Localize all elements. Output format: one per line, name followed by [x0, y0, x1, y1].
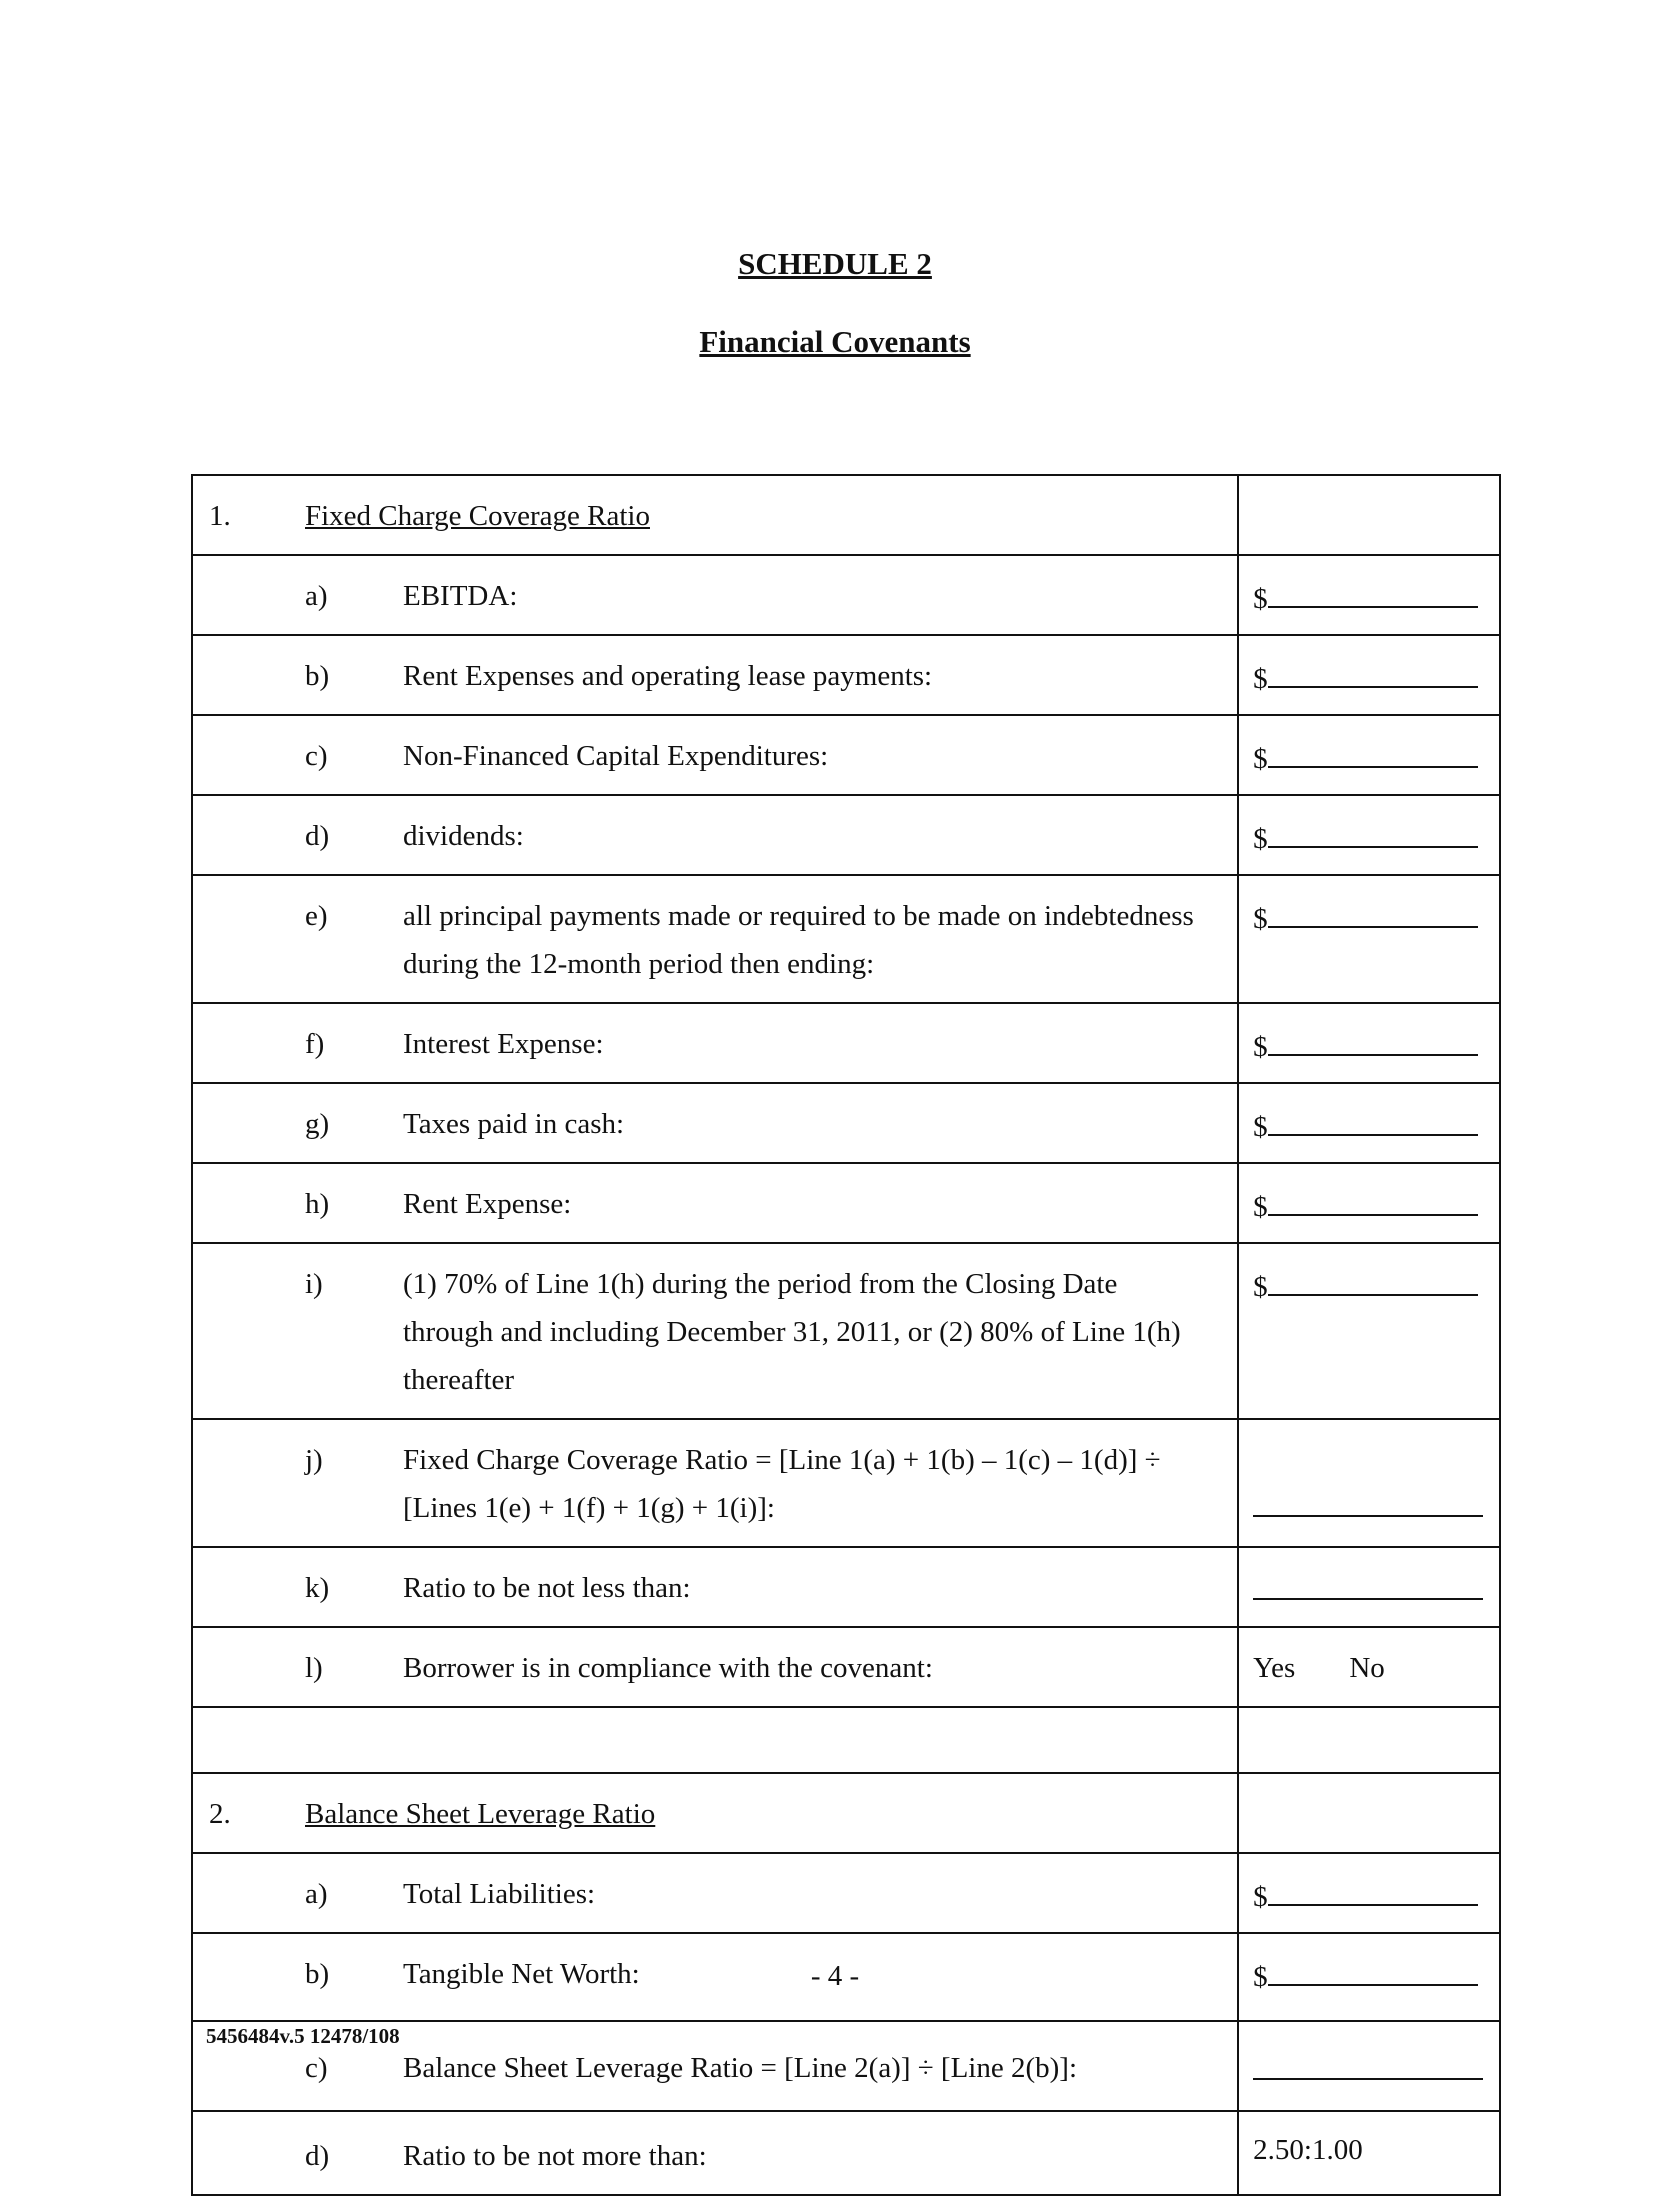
item-label: Borrower is in compliance with the covenant:	[403, 1652, 933, 1684]
item-label: Ratio to be not less than:	[403, 1572, 691, 1604]
section-number: 2.	[209, 1798, 231, 1830]
item-letter: g)	[305, 1108, 330, 1140]
amount-blank[interactable]	[1268, 1260, 1478, 1296]
section-title: Fixed Charge Coverage Ratio	[305, 500, 650, 532]
item-label: Ratio to be not more than:	[403, 2140, 707, 2172]
section-header-row	[192, 475, 1500, 555]
section-number: 1.	[209, 500, 231, 532]
dollar-sign: $	[1253, 583, 1268, 615]
page-number: - 4 -	[810, 1960, 860, 1992]
no-option[interactable]: No	[1349, 1652, 1385, 1684]
dollar-sign: $	[1253, 1961, 1268, 1993]
item-label: Rent Expenses and operating lease payments:	[403, 660, 933, 692]
table-row	[192, 1547, 1500, 1627]
table-row	[192, 1853, 1500, 1933]
item-label: Rent Expense:	[403, 1188, 572, 1220]
item-letter: c)	[305, 740, 328, 772]
section-header-row	[192, 1773, 1500, 1853]
item-letter: k)	[305, 1572, 330, 1604]
amount-blank[interactable]	[1268, 572, 1478, 608]
yes-option[interactable]: Yes	[1253, 1652, 1296, 1684]
amount-blank[interactable]	[1268, 1180, 1478, 1216]
amount-blank[interactable]	[1268, 1020, 1478, 1056]
item-label: Non-Financed Capital Expenditures:	[403, 740, 829, 772]
table-row	[192, 1163, 1500, 1243]
table-row	[192, 2111, 1500, 2195]
item-letter: l)	[305, 1652, 323, 1684]
item-label: Taxes paid in cash:	[403, 1108, 625, 1140]
amount-blank[interactable]	[1268, 1870, 1478, 1906]
table-row	[192, 1003, 1500, 1083]
item-letter: d)	[305, 820, 330, 852]
table-row	[192, 1083, 1500, 1163]
item-letter: c)	[305, 2052, 328, 2084]
item-label: Fixed Charge Coverage Ratio = [Line 1(a) + 1(b) – 1(c) – 1(d)] ÷ [Lines 1(e) + 1(f) + 1(g) + 1(i)]:	[403, 1444, 1161, 1524]
ratio-blank[interactable]	[1253, 1564, 1483, 1600]
table-row	[192, 1627, 1500, 1707]
table-row	[192, 875, 1500, 1003]
table-row	[192, 555, 1500, 635]
item-letter: b)	[305, 1958, 330, 1990]
item-label: Tangible Net Worth:	[403, 1958, 640, 1990]
schedule-title: SCHEDULE 2	[738, 246, 932, 281]
table-row	[192, 1419, 1500, 1547]
item-letter: b)	[305, 660, 330, 692]
item-letter: a)	[305, 1878, 328, 1910]
dollar-sign: $	[1253, 903, 1268, 935]
item-label: Interest Expense:	[403, 1028, 604, 1060]
ratio-blank[interactable]	[1253, 1481, 1483, 1517]
dollar-sign: $	[1253, 1031, 1268, 1063]
amount-blank[interactable]	[1268, 892, 1478, 928]
table-row	[192, 635, 1500, 715]
dollar-sign: $	[1253, 823, 1268, 855]
dollar-sign: $	[1253, 1111, 1268, 1143]
ratio-value: 2.50:1.00	[1253, 2134, 1363, 2166]
table-row	[192, 1243, 1500, 1419]
empty-row	[192, 1707, 1500, 1773]
dollar-sign: $	[1253, 743, 1268, 775]
schedule-subtitle: Financial Covenants	[699, 324, 971, 359]
ratio-blank[interactable]	[1253, 2044, 1483, 2080]
table-row	[192, 795, 1500, 875]
item-label: Balance Sheet Leverage Ratio = [Line 2(a)] ÷ [Line 2(b)]:	[403, 2052, 1077, 2084]
amount-blank[interactable]	[1268, 652, 1478, 688]
item-label: dividends:	[403, 820, 524, 852]
item-letter: e)	[305, 900, 328, 932]
item-letter: j)	[305, 1444, 323, 1476]
dollar-sign: $	[1253, 1881, 1268, 1913]
item-label: (1) 70% of Line 1(h) during the period from the Closing Date through and including December 31, 2011, or (2) 80% of Line 1(h) thereafter	[403, 1268, 1181, 1396]
item-letter: f)	[305, 1028, 325, 1060]
section-title: Balance Sheet Leverage Ratio	[305, 1798, 656, 1830]
amount-blank[interactable]	[1268, 812, 1478, 848]
item-label: all principal payments made or required to be made on indebtedness during the 12-month period then ending:	[403, 900, 1194, 980]
dollar-sign: $	[1253, 1271, 1268, 1303]
amount-blank[interactable]	[1268, 1100, 1478, 1136]
amount-blank[interactable]	[1268, 732, 1478, 768]
dollar-sign: $	[1253, 663, 1268, 695]
item-letter: a)	[305, 580, 328, 612]
item-label: EBITDA:	[403, 580, 518, 612]
dollar-sign: $	[1253, 1191, 1268, 1223]
table-row	[192, 715, 1500, 795]
document-id-footer: 5456484v.5 12478/108	[206, 2024, 400, 2048]
item-letter: i)	[305, 1268, 323, 1300]
financial-covenants-table	[191, 474, 1501, 2196]
item-letter: d)	[305, 2140, 330, 2172]
item-letter: h)	[305, 1188, 330, 1220]
item-label: Total Liabilities:	[403, 1878, 596, 1910]
